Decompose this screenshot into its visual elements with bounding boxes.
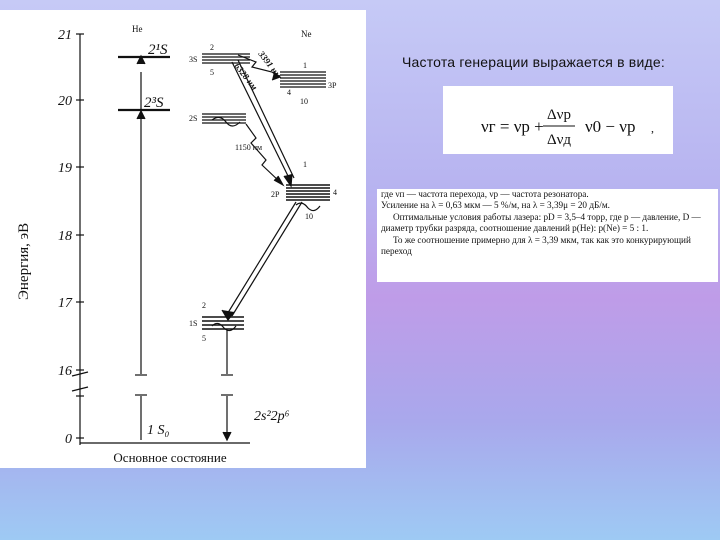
- y-tick-19: 19: [58, 161, 72, 176]
- ne-2p-count-1: 1: [303, 160, 307, 169]
- ne-3p-count-1: 1: [303, 61, 307, 70]
- ground-ne-label: 2s²2p⁶: [254, 409, 290, 424]
- ground-state-label: Основное состояние: [113, 450, 227, 465]
- he-column-label: Не: [132, 24, 143, 34]
- ne-column-label: Ne: [301, 29, 312, 39]
- text-line-3: Оптимальные условия работы лазера: pD = 3,5–4 торр, где p — давление, D — диаметр трубки разряда, соотношение давлений p(Не): p(Ne) = 5 : 1.: [381, 211, 701, 234]
- ne-1s-count-top: 2: [202, 301, 206, 310]
- transition-1150: [246, 124, 280, 182]
- text-line-1: где νп — частота перехода, νр — частота резонатора.: [381, 189, 589, 199]
- energy-level-diagram: [0, 10, 366, 468]
- formula-rhs: ν0 − νр: [585, 117, 636, 136]
- formula-lhs: νг = νр +: [481, 117, 544, 136]
- ground-he-label: 1 S₀: [147, 423, 170, 438]
- transition-1150-label: 1150 нм: [235, 143, 263, 152]
- ne-2p-label: 2P: [271, 190, 280, 199]
- transition-3391-label: 3391 нм: [256, 49, 284, 80]
- y-tick-20: 20: [58, 94, 72, 109]
- y-tick-0: 0: [65, 432, 72, 447]
- he-level-2-3S-label: 2³S: [144, 95, 164, 111]
- text-line-4: То же соотношение примерно для λ = 3,39 мкм, так как это конкурирующий переход: [381, 234, 691, 257]
- ne-1s-label: 1S: [189, 319, 198, 328]
- ne-2s-levels: [202, 114, 246, 123]
- formula-numerator: Δνр: [547, 107, 571, 123]
- he-level-2-1S-label: 2¹S: [148, 42, 168, 58]
- formula-denominator: Δνд: [546, 132, 572, 148]
- ne-3p-count-4: 4: [287, 88, 291, 97]
- ne-2p-count-10: 10: [305, 212, 313, 221]
- formula-tail: ,: [651, 121, 654, 135]
- ne-1s-count-bottom: 5: [202, 334, 206, 343]
- y-tick-16: 16: [58, 364, 72, 379]
- y-tick-17: 17: [58, 296, 72, 311]
- y-tick-18: 18: [58, 229, 72, 244]
- y-axis-title: Энергия, эВ: [16, 222, 32, 300]
- laser-conditions-text: [377, 189, 718, 282]
- ne-3s-count-top: 2: [210, 43, 214, 52]
- y-tick-21: 21: [58, 28, 72, 43]
- transition-2p-1s: [226, 202, 296, 316]
- text-line-2: Усиление на λ = 0,63 мкм — 5 %/м, на λ = 3,39μ = 20 дБ/м.: [381, 200, 610, 211]
- frequency-formula: [443, 86, 673, 154]
- ne-3p-count-10: 10: [300, 97, 308, 106]
- transition-6328: [232, 62, 290, 180]
- ne-2p-count-4: 4: [333, 188, 337, 197]
- ne-2p-levels: [286, 185, 330, 200]
- ne-3s-label: 3S: [189, 55, 198, 64]
- transition-6328-label: 6328 нм: [232, 61, 260, 92]
- ne-3p-levels: [280, 72, 326, 87]
- ne-3p-label: 3P: [328, 81, 337, 90]
- ne-3s-count-bottom: 5: [210, 68, 214, 77]
- ne-3s-levels: [202, 54, 250, 63]
- ne-2s-label: 2S: [189, 114, 198, 123]
- caption-text: Частота генерации выражается в виде:: [402, 54, 665, 70]
